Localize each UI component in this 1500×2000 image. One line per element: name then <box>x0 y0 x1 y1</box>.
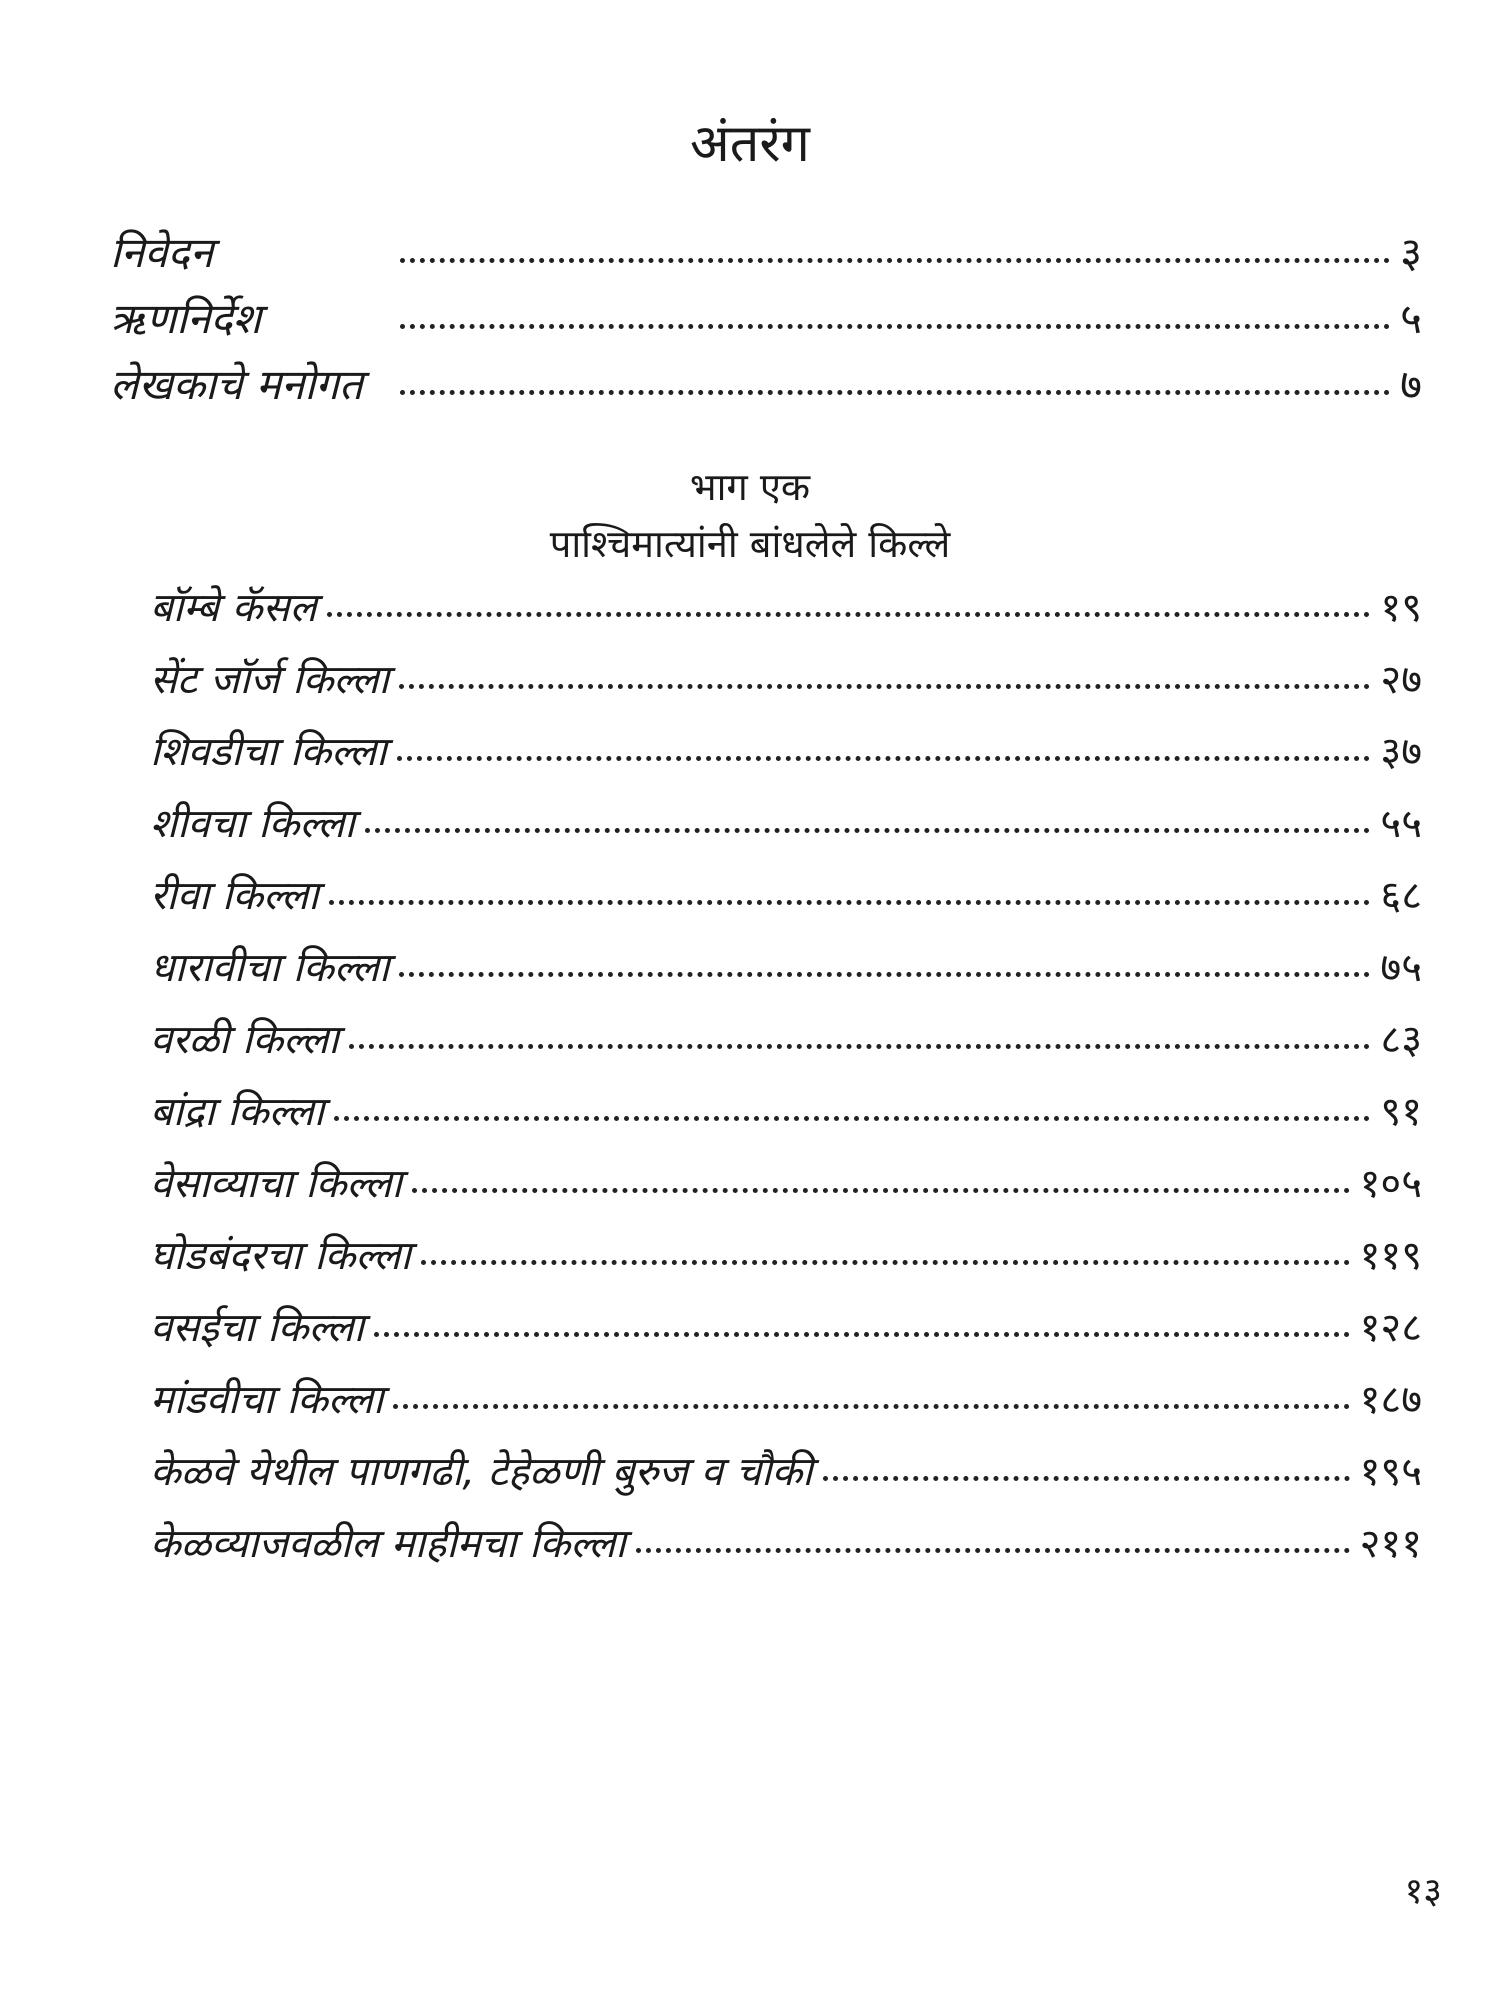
dot-leader <box>412 1188 1350 1193</box>
dot-leader <box>327 612 1371 617</box>
toc-entry-label: निवेदन <box>110 228 214 277</box>
toc-entry-label: केळव्याजवळील माहीमचा किल्ला <box>150 1521 626 1567</box>
toc-entry-label: मांडवीचा किल्ला <box>150 1377 384 1423</box>
dot-leader <box>365 828 1371 833</box>
toc-entry-page: ७ <box>1400 360 1422 409</box>
toc-entry <box>150 1233 1422 1279</box>
toc-entry-label: धारावीचा किल्ला <box>150 945 390 991</box>
dot-leader <box>399 972 1370 977</box>
toc-entry <box>150 1089 1422 1135</box>
toc-entry <box>150 873 1422 919</box>
toc-entry-label: वरळी किल्ला <box>150 1017 339 1063</box>
toc-entry <box>110 228 1422 277</box>
toc-entry <box>150 945 1422 991</box>
dot-leader <box>823 1476 1350 1481</box>
toc-entry <box>150 585 1422 631</box>
toc-entry-page: ३ <box>1400 228 1422 277</box>
dot-leader <box>334 1116 1370 1121</box>
toc-entry <box>150 801 1422 847</box>
toc-entry-page: २११ <box>1359 1521 1422 1567</box>
toc-entry-label: लेखकाचे मनोगत <box>110 360 363 409</box>
part-heading: भाग एक <box>689 465 811 509</box>
dot-leader <box>397 756 1371 761</box>
toc-entry-label: बांद्रा किल्ला <box>150 1089 325 1135</box>
toc-entry-page: १०५ <box>1359 1161 1422 1207</box>
toc-entry <box>150 657 1422 703</box>
toc-entry-page: १९ <box>1380 585 1422 631</box>
toc-entry <box>150 1449 1422 1495</box>
toc-entry-page: १२८ <box>1359 1305 1422 1351</box>
toc-entry-label: सेंट जॉर्ज किल्ला <box>150 657 389 703</box>
dot-leader <box>400 390 1390 395</box>
toc-entry <box>150 729 1422 775</box>
toc-entry-label: वसईचा किल्ला <box>150 1305 364 1351</box>
toc-entry-label: बॉम्बे कॅसल <box>150 585 317 631</box>
toc-entry-page: ५५ <box>1380 801 1422 847</box>
dot-leader <box>400 324 1390 329</box>
toc-entry-page: ९१ <box>1380 1089 1422 1135</box>
toc-entry-label: वेसाव्याचा किल्ला <box>150 1161 402 1207</box>
dot-leader <box>393 1404 1349 1409</box>
toc-entry-label: ऋणनिर्देश <box>110 294 262 343</box>
toc-entry-page: ६८ <box>1380 873 1422 919</box>
toc-entry-label: शिवडीचा किल्ला <box>150 729 387 775</box>
dot-leader <box>400 258 1390 263</box>
toc-entry-label: घोडबंदरचा किल्ला <box>150 1233 411 1279</box>
dot-leader <box>636 1548 1350 1553</box>
toc-entry-page: ११९ <box>1359 1233 1422 1279</box>
toc-entry-page: ३७ <box>1380 729 1422 775</box>
toc-entry-page: १८७ <box>1359 1377 1422 1423</box>
toc-entry <box>110 360 1422 409</box>
toc-entry <box>150 1161 1422 1207</box>
toc-entry-label: शीवचा किल्ला <box>150 801 355 847</box>
toc-entry-label: रीवा किल्ला <box>150 873 319 919</box>
dot-leader <box>374 1332 1350 1337</box>
toc-entry-page: ७५ <box>1380 945 1422 991</box>
toc-entry <box>150 1017 1422 1063</box>
part-subheading: पाश्चिमात्यांनी बांधलेले किल्ले <box>549 522 951 566</box>
toc-entry <box>110 294 1422 343</box>
toc-entry-page: ५ <box>1400 294 1422 343</box>
dot-leader <box>421 1260 1350 1265</box>
dot-leader <box>329 900 1371 905</box>
toc-entry <box>150 1377 1422 1423</box>
dot-leader <box>349 1044 1371 1049</box>
toc-entry-label: केळवे येथील पाणगढी, टेहेळणी बुरुज व चौकी <box>150 1449 813 1495</box>
toc-entry <box>150 1305 1422 1351</box>
toc-entry-page: ८३ <box>1380 1017 1422 1063</box>
dot-leader <box>399 684 1370 689</box>
toc-entry-page: १९५ <box>1359 1449 1422 1495</box>
page-title: अंतरंग <box>690 114 810 174</box>
toc-entry-page: २७ <box>1380 657 1422 703</box>
page-number: १३ <box>1404 1871 1442 1912</box>
toc-entry <box>150 1521 1422 1567</box>
